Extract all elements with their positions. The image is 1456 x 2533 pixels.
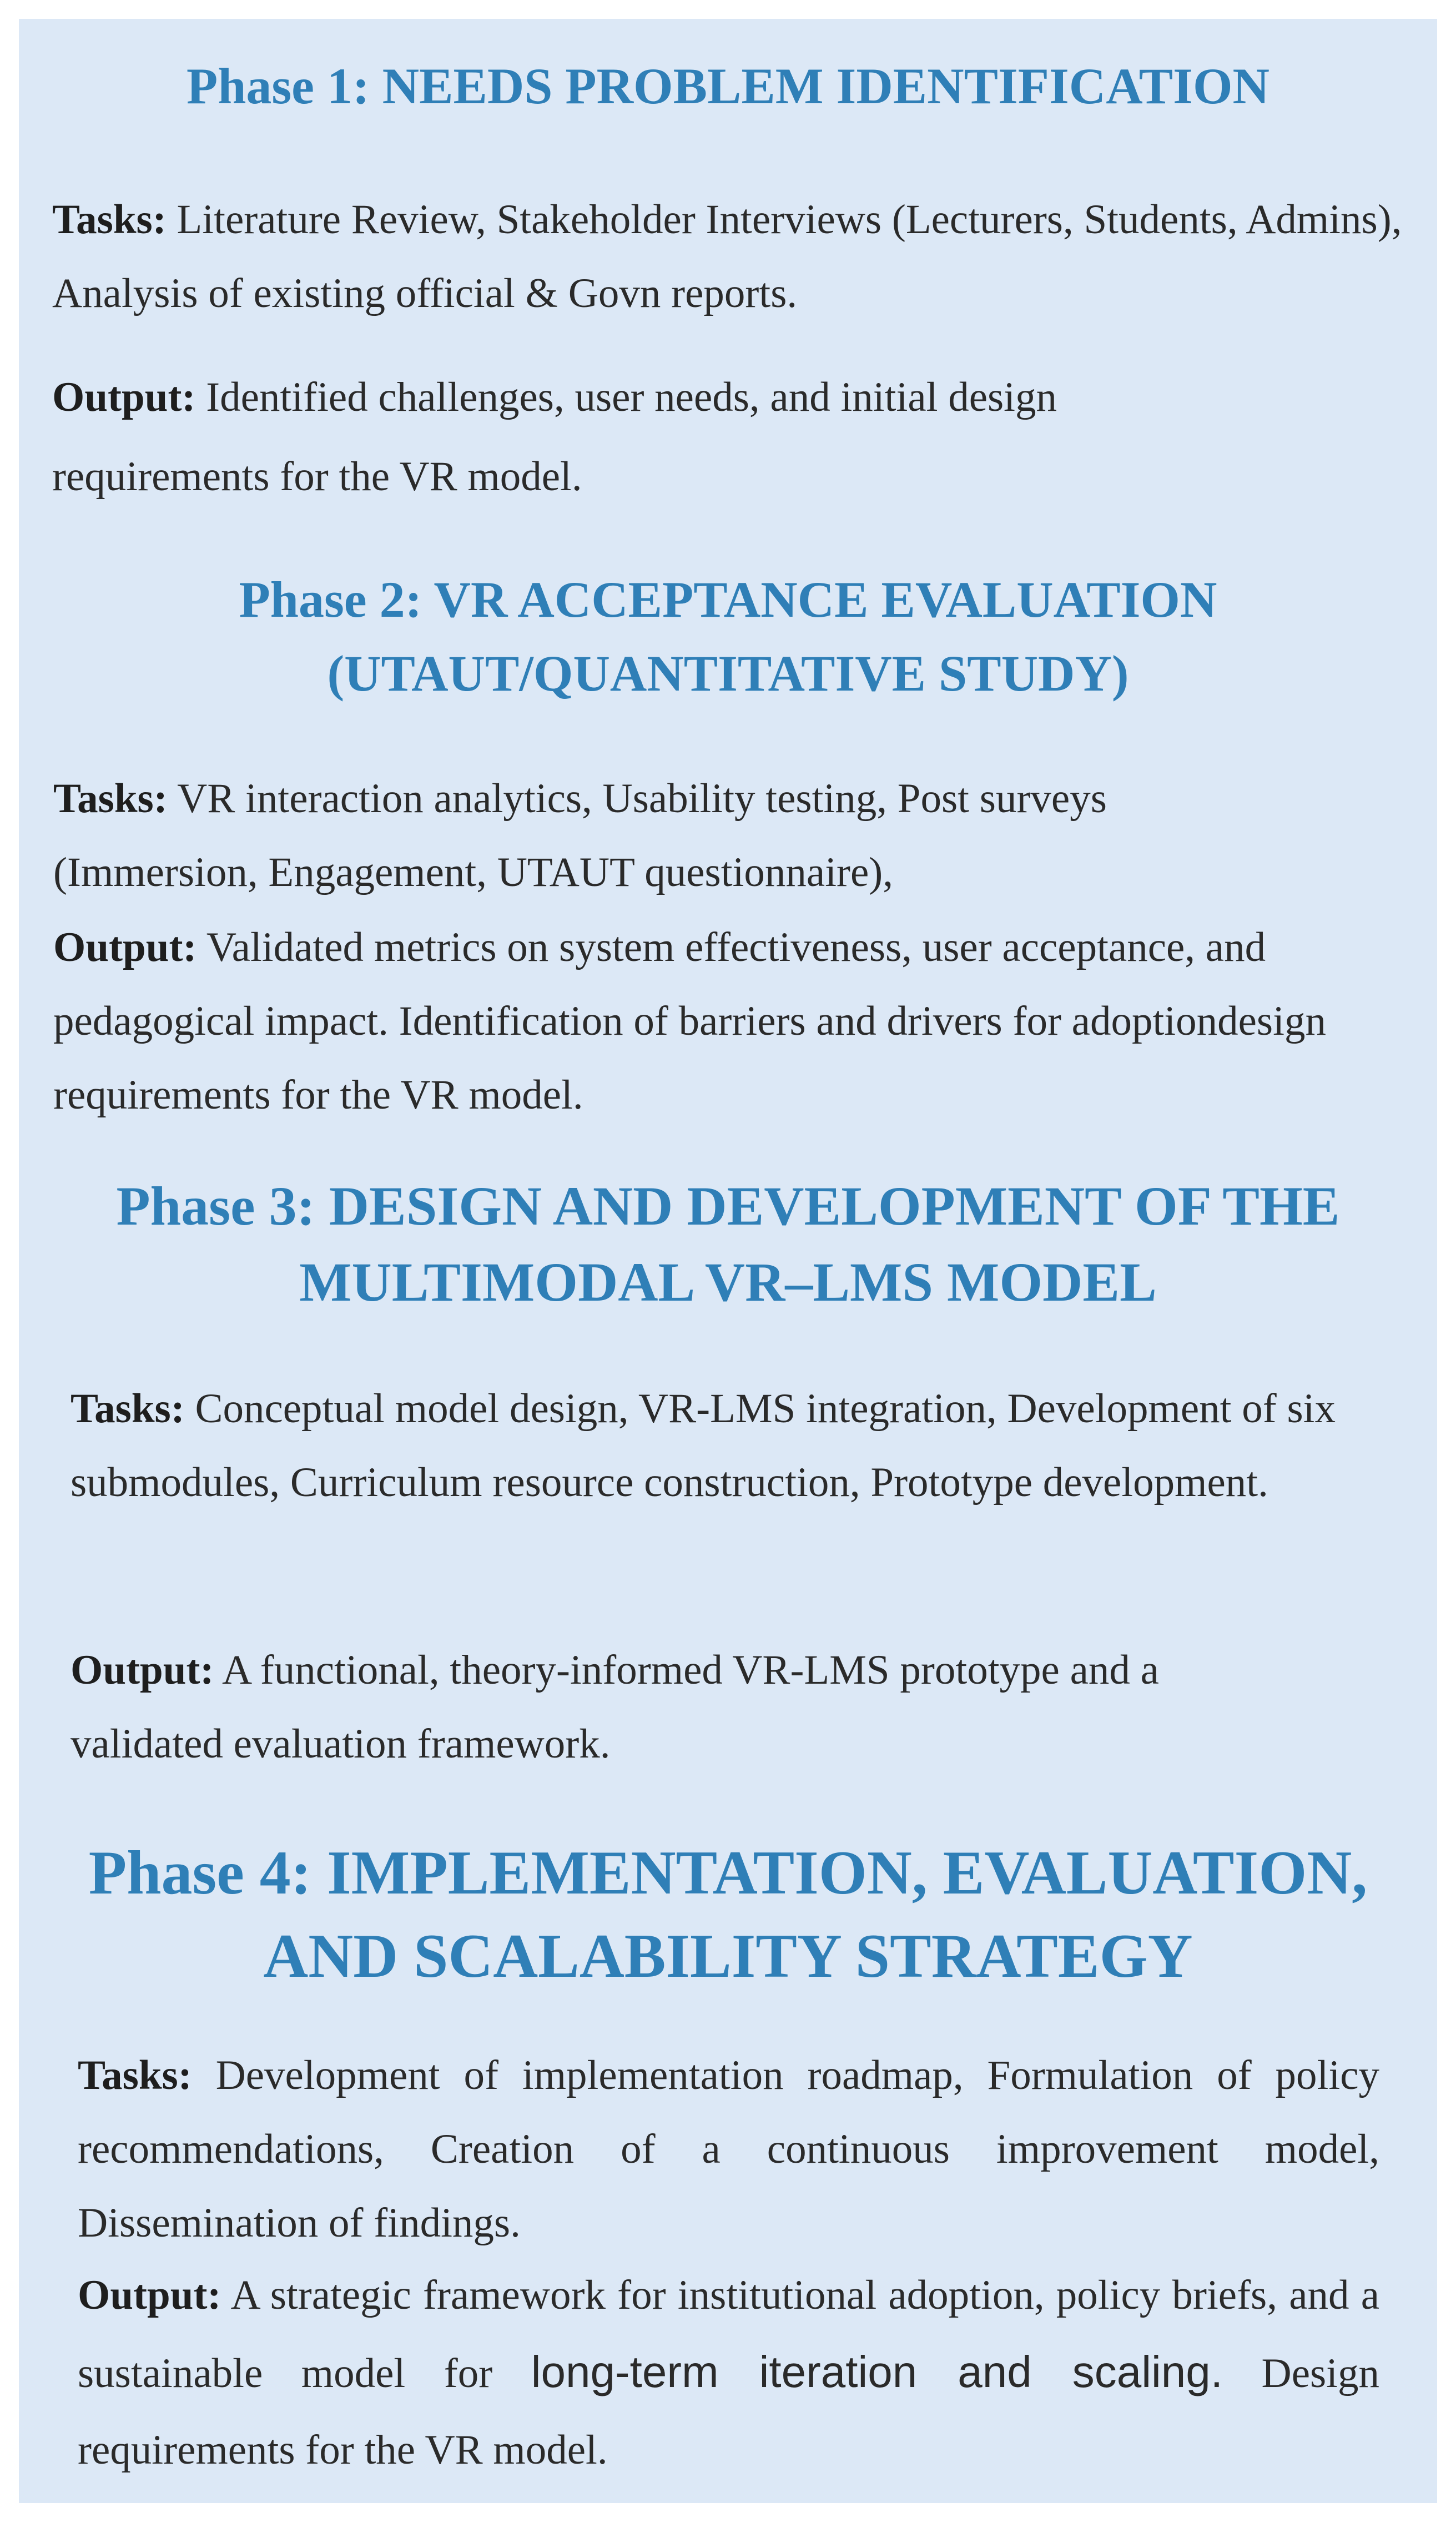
phase-3-title-line-1: Phase 3: DESIGN AND DEVELOPMENT OF THE bbox=[116, 1175, 1340, 1237]
phase-2-title bbox=[19, 563, 1437, 711]
phase-2-title-line-1: Phase 2: VR ACCEPTANCE EVALUATION bbox=[239, 571, 1217, 628]
phase-1-output-text: Identified challenges, user needs, and initial design requirements for the VR model. bbox=[52, 374, 1057, 500]
phase-3-output bbox=[70, 1633, 1314, 1781]
phase-4-title-line-2: AND SCALABILITY STRATEGY bbox=[263, 1922, 1193, 1991]
phase-4-tasks-label: Tasks: bbox=[78, 2052, 192, 2098]
phase-3-title-line-2: MULTIMODAL VR–LMS MODEL bbox=[299, 1251, 1157, 1313]
phase-2-output bbox=[53, 910, 1374, 1132]
phases-panel bbox=[19, 19, 1437, 2503]
phase-3-output-text: A functional, theory-informed VR-LMS prototype and a validated evaluation framework. bbox=[70, 1647, 1159, 1767]
phase-1-tasks-text: Literature Review, Stakeholder Interviews (Lecturers, Students, Admins), Analysis of existing official & Govn reports. bbox=[52, 197, 1402, 316]
phase-3-title bbox=[19, 1168, 1437, 1320]
phase-1-tasks bbox=[52, 183, 1407, 330]
phase-2-title-line-2: (UTAUT/QUANTITATIVE STUDY) bbox=[327, 645, 1129, 702]
phase-4-tasks-text: Development of implementation roadmap, Formulation of policy recommendations, Creation of a continuous improvement model, Dissemination of findings. bbox=[78, 2052, 1380, 2246]
phase-2-output-label: Output: bbox=[53, 924, 197, 970]
phase-4-output-text-b: long-term iteration and scaling. bbox=[531, 2347, 1223, 2396]
phase-3-tasks-label: Tasks: bbox=[70, 1386, 185, 1432]
phase-2-tasks-label: Tasks: bbox=[53, 775, 168, 822]
phase-2-tasks bbox=[53, 762, 1219, 909]
phase-4-output-text-c: Design requirements for the VR model. bbox=[78, 2350, 1380, 2473]
phase-4-title bbox=[19, 1831, 1437, 1998]
phase-1-tasks-label: Tasks: bbox=[52, 197, 167, 243]
phase-3-output-label: Output: bbox=[70, 1647, 214, 1693]
phase-4-output-text-a: A strategic framework for institutional adoption, policy briefs, and a sustainable model for bbox=[78, 2272, 1379, 2396]
phase-2-tasks-text: VR interaction analytics, Usability testing, Post surveys (Immersion, Engagement, UTAUT questionnaire), bbox=[53, 775, 1107, 895]
phase-4-output bbox=[78, 2257, 1379, 2489]
phase-1-title: Phase 1: NEEDS PROBLEM IDENTIFICATION bbox=[187, 58, 1269, 114]
phase-2-output-text: Validated metrics on system effectiveness, user acceptance, and pedagogical impact. Identification of barriers and drivers for adoptiondesign requirements for the VR model. bbox=[53, 924, 1326, 1118]
phase-4-tasks bbox=[78, 2038, 1379, 2260]
phase-3-tasks bbox=[70, 1372, 1425, 1519]
phase-4-title-line-1: Phase 4: IMPLEMENTATION, EVALUATION, bbox=[88, 1839, 1368, 1907]
phase-1-output bbox=[52, 357, 1218, 516]
phase-4-output-label: Output: bbox=[78, 2272, 221, 2318]
phase-1-output-label: Output: bbox=[52, 374, 196, 420]
phase-3-tasks-text: Conceptual model design, VR-LMS integration, Development of six submodules, Curriculum resource construction, Prototype development. bbox=[70, 1386, 1336, 1505]
